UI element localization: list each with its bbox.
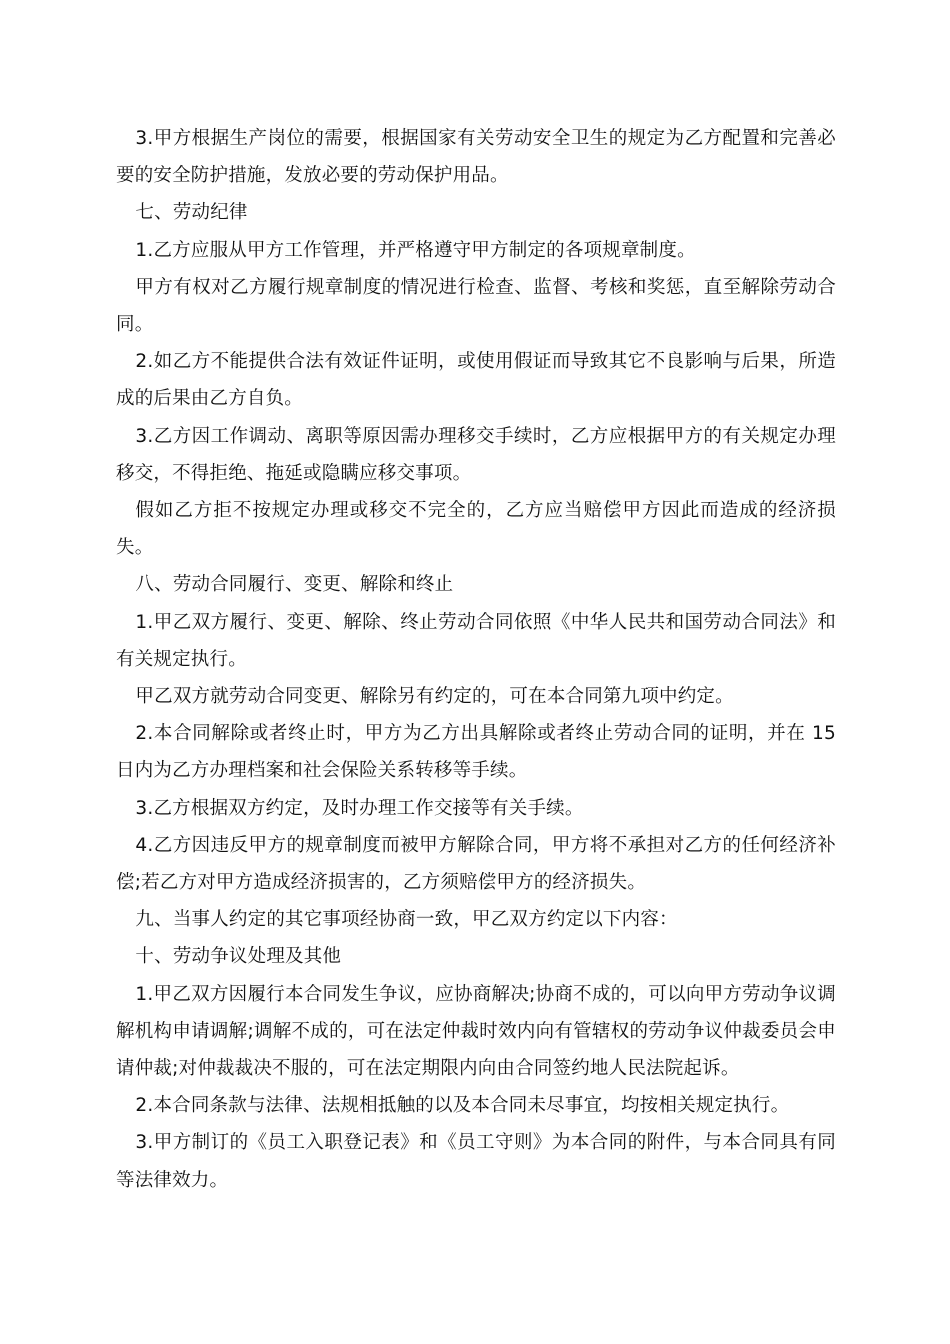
- paragraph-7-1: 1.乙方应服从甲方工作管理，并严格遵守甲方制定的各项规章制度。: [135, 239, 696, 261]
- section-heading-8: 八、劳动合同履行、变更、解除和终止: [135, 574, 454, 596]
- section-heading-10: 十、劳动争议处理及其他: [135, 946, 342, 968]
- paragraph-7-1-supplement: 甲方有权对乙方履行规章制度的情况进行检查、监督、考核和奖惩，直至解除劳动合同。: [116, 276, 836, 336]
- paragraph-7-3: 3.乙方因工作调动、离职等原因需办理移交手续时，乙方应根据甲方的有关规定办理移交，不得拒绝、拖延或隐瞒应移交事项。: [116, 425, 836, 484]
- section-heading-9: 九、当事人约定的其它事项经协商一致，甲乙双方约定以下内容：: [135, 909, 678, 931]
- section-heading-7: 七、劳动纪律: [135, 202, 248, 224]
- paragraph-8-2: 2.本合同解除或者终止时，甲方为乙方出具解除或者终止劳动合同的证明，并在 15 日内为乙方办理档案和社会保险关系转移等手续。: [116, 723, 837, 782]
- paragraph-10-1: 1.甲乙双方因履行本合同发生争议，应协商解决;协商不成的，可以向甲方劳动争议调解机构申请调解;调解不成的，可在法定仲裁时效内向有管辖权的劳动争议仲裁委员会申请仲裁;对仲裁裁决不服的，可在法定期限内向由合同签约地人民法院起诉。: [116, 983, 836, 1080]
- document-body: [116, 120, 836, 1199]
- paragraph-clause-3-safety: 3.甲方根据生产岗位的需要，根据国家有关劳动安全卫生的规定为乙方配置和完善必要的安全防护措施，发放必要的劳动保护用品。: [116, 128, 836, 187]
- paragraph-8-3: 3.乙方根据双方约定，及时办理工作交接等有关手续。: [135, 797, 584, 819]
- paragraph-8-4: 4.乙方因违反甲方的规章制度而被甲方解除合同，甲方将不承担对乙方的任何经济补偿;若乙方对甲方造成经济损害的，乙方须赔偿甲方的经济损失。: [116, 834, 836, 894]
- paragraph-10-2: 2.本合同条款与法律、法规相抵触的以及本合同未尽事宜，均按相关规定执行。: [135, 1095, 790, 1117]
- paragraph-7-3-supplement: 假如乙方拒不按规定办理或移交不完全的，乙方应当赔偿甲方因此而造成的经济损失。: [116, 500, 836, 559]
- paragraph-8-1-supplement: 甲乙双方就劳动合同变更、解除另有约定的，可在本合同第九项中约定。: [135, 686, 734, 708]
- paragraph-7-2: 2.如乙方不能提供合法有效证件证明，或使用假证而导致其它不良影响与后果，所造成的后果由乙方自负。: [116, 351, 836, 410]
- paragraph-10-3: 3.甲方制订的《员工入职登记表》和《员工守则》为本合同的附件，与本合同具有同等法律效力。: [116, 1132, 836, 1191]
- paragraph-8-1: 1.甲乙双方履行、变更、解除、终止劳动合同依照《中华人民共和国劳动合同法》和有关规定执行。: [116, 611, 836, 670]
